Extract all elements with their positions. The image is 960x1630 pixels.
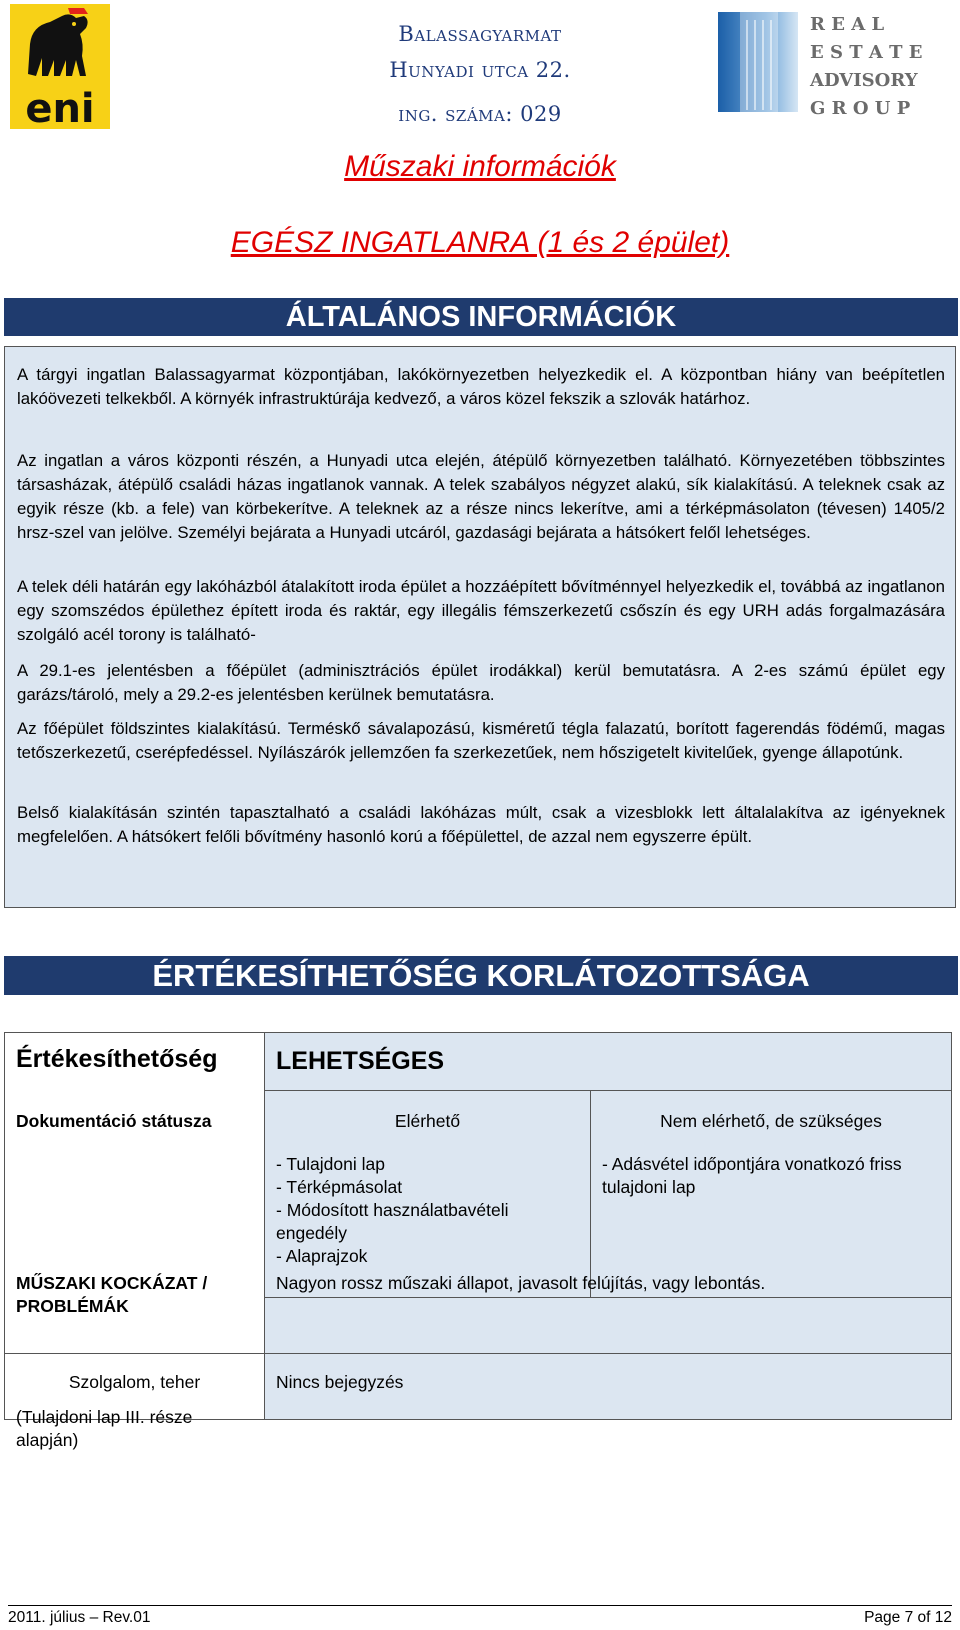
- logo-line-group: G R O U P: [810, 98, 911, 118]
- marketability-heading: ÉRTÉKESÍTHETŐSÉG KORLÁTOZOTTSÁGA: [4, 956, 958, 995]
- general-info-heading: ÁLTALÁNOS INFORMÁCIÓK: [4, 298, 958, 336]
- eni-logo-text: eni: [25, 86, 95, 129]
- footer-page-number: Page 7 of 12: [864, 1609, 952, 1626]
- technical-risk-label: MŰSZAKI KOCKÁZAT / PROBLÉMÁK: [16, 1273, 208, 1316]
- header-ing-number: ing. száma: 029: [398, 102, 562, 126]
- general-paragraph: A tárgyi ingatlan Balassagyarmat központjában, lakókörnyezetben helyezkedik el. A központban hiány van beépítetlen lakóövezeti telkekből. A környék infrastruktúrája kedvező, a város közel fekszik a szlovák határhoz.: [17, 365, 945, 408]
- page-subtitle: EGÉSZ INGATLANRA (1 és 2 épület): [230, 226, 730, 259]
- unavailable-list: [602, 1153, 932, 1199]
- easement-label: Szolgalom, teher: [68, 1372, 201, 1392]
- header-city: Balassagyarmat: [398, 22, 562, 46]
- marketability-table: [4, 1032, 952, 1450]
- list-item: - Tulajdoni lap: [276, 1154, 385, 1174]
- easement-note: (Tulajdoni lap III. része alapján): [16, 1407, 193, 1450]
- unavailable-header: Nem elérhető, de szükséges: [660, 1111, 882, 1131]
- easement-value: Nincs bejegyzés: [276, 1372, 404, 1392]
- available-header: Elérhető: [394, 1111, 461, 1131]
- list-item: - Módosított használatbavételi engedély: [276, 1200, 509, 1243]
- list-item: - Adásvétel időpontjára vonatkozó friss tulajdoni lap: [602, 1154, 902, 1197]
- logo-line-estate: E S T A T E: [810, 42, 923, 63]
- marketability-value: LEHETSÉGES: [276, 1047, 445, 1075]
- available-list: [276, 1153, 576, 1268]
- documentation-status-label: Dokumentáció státusza: [16, 1111, 212, 1131]
- list-item: - Térképmásolat: [276, 1177, 403, 1197]
- page-title: Műszaki információk: [344, 150, 616, 183]
- list-item: - Alaprajzok: [276, 1246, 368, 1266]
- general-info-box: [4, 346, 956, 908]
- general-paragraph: Az főépület földszintes kialakítású. Terméskő sávalapozású, kisméretű tégla falazatú, borított fagerendás födémű, magas tetőszerkezetű, cserépfedéssel. Nyílászárók jellemzően fa szerkezetűek, nem hőszigetelt kivitelűek, gyenge állapotúnk.: [17, 719, 945, 762]
- footer-divider: [8, 1605, 952, 1606]
- general-paragraph: Belső kialakításán szintén tapasztalható a családi lakóházas múlt, csak a vizesblokk lett általalakítva az igényeknek megfelelően. A hátsókert felőli bővítmény hasonló korú a főépülettel, de azzal nem egyszerre épült.: [17, 803, 945, 846]
- technical-risk-value: Nagyon rossz műszaki állapot, javasolt felújítás, vagy lebontás.: [276, 1273, 766, 1293]
- general-paragraph: A telek déli határán egy lakóházból átalakított iroda épület a hozzáépített bővítménnyel helyezkedik el, továbbá az ingatlanon egy szomszédos épülethez épített iroda és raktár, egy illegális fémszerkezetű csőszín és egy URH adás forgalmazására szolgáló acél torony is található-: [17, 577, 945, 644]
- header-street: Hunyadi utca 22.: [389, 58, 571, 82]
- general-paragraph: Az ingatlan a város központi részén, a Hunyadi utca elején, átépülő környezetben található. Környezetében többszintes társasházak, átépülő családi házas ingatlanok vannak. A telek szabályos négyzet alakú, sík kialakítású. A teleknek csak az egyik része (kb. a fele) van körbekerítve. A teleknek az a része nincs lekerítve, ami a térképmásolaton (tévesen) 1405/2 hrsz-szel van jelölve. Személyi bejárata a Hunyadi utcáról, gazdasági bejárata a hátsókert felől lehetséges.: [17, 451, 945, 542]
- general-paragraph: A 29.1-es jelentésben a főépület (adminisztrációs épület irodákkal) kerül bemutatásra. A 2-es számú épület egy garázs/tároló, mely a 29.2-es jelentésben kerülnek bemutatásra.: [17, 661, 945, 704]
- footer-date-revision: 2011. július – Rev.01: [8, 1609, 151, 1626]
- logo-line-real: R E A L: [810, 14, 885, 35]
- marketability-label: Értékesíthetőség: [16, 1045, 218, 1073]
- logo-line-advisory: ADVISORY: [810, 70, 918, 91]
